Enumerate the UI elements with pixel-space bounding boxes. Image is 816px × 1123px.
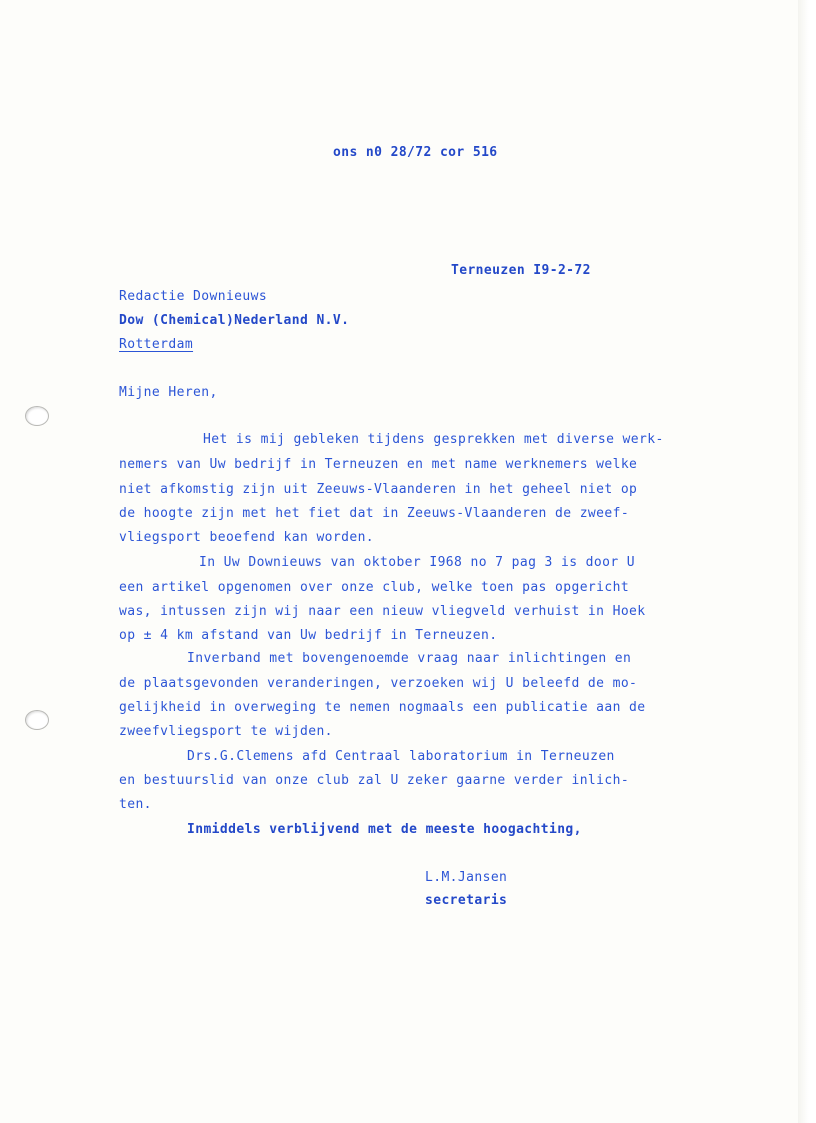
address-line-2: Dow (Chemical)Nederland N.V.: [119, 313, 350, 328]
address-line-1: Redactie Downieuws: [119, 289, 268, 304]
body-line: vliegsport beoefend kan worden.: [119, 530, 375, 545]
punch-hole-bottom: [25, 710, 49, 730]
body-line: zweefvliegsport te wijden.: [119, 724, 333, 739]
body-line: Het is mij gebleken tijdens gesprekken met diverse werk-: [203, 432, 664, 447]
body-line: Inverband met bovengenoemde vraag naar inlichtingen en: [187, 651, 632, 666]
paper-edge: [798, 0, 816, 1123]
address-city: Rotterdam: [119, 337, 194, 352]
body-line: een artikel opgenomen over onze club, welke toen pas opgericht: [119, 580, 630, 595]
body-line: de hoogte zijn met het fiet dat in Zeeuws-Vlaanderen de zweef-: [119, 506, 630, 521]
place-date: Terneuzen I9-2-72: [451, 263, 591, 278]
body-line: ten.: [119, 797, 152, 812]
reference-number: ons n0 28/72 cor 516: [333, 145, 498, 160]
body-line: de plaatsgevonden veranderingen, verzoeken wij U beleefd de mo-: [119, 676, 638, 691]
body-line: op ± 4 km afstand van Uw bedrijf in Terneuzen.: [119, 628, 498, 643]
closing-line: Inmiddels verblijvend met de meeste hoogachting,: [187, 822, 582, 837]
body-line: In Uw Downieuws van oktober I968 no 7 pag 3 is door U: [199, 555, 636, 570]
body-line: niet afkomstig zijn uit Zeeuws-Vlaanderen in het geheel niet op: [119, 482, 638, 497]
body-line: en bestuurslid van onze club zal U zeker gaarne verder inlich-: [119, 773, 630, 788]
body-line: Drs.G.Clemens afd Centraal laboratorium in Terneuzen: [187, 749, 615, 764]
body-line: gelijkheid in overweging te nemen nogmaals een publicatie aan de: [119, 700, 646, 715]
signature-title: secretaris: [425, 893, 508, 908]
body-line: was, intussen zijn wij naar een nieuw vliegveld verhuist in Hoek: [119, 604, 646, 619]
signature-name: L.M.Jansen: [425, 870, 508, 885]
salutation: Mijne Heren,: [119, 385, 218, 400]
punch-hole-top: [25, 406, 49, 426]
body-line: nemers van Uw bedrijf in Terneuzen en met name werknemers welke: [119, 457, 638, 472]
